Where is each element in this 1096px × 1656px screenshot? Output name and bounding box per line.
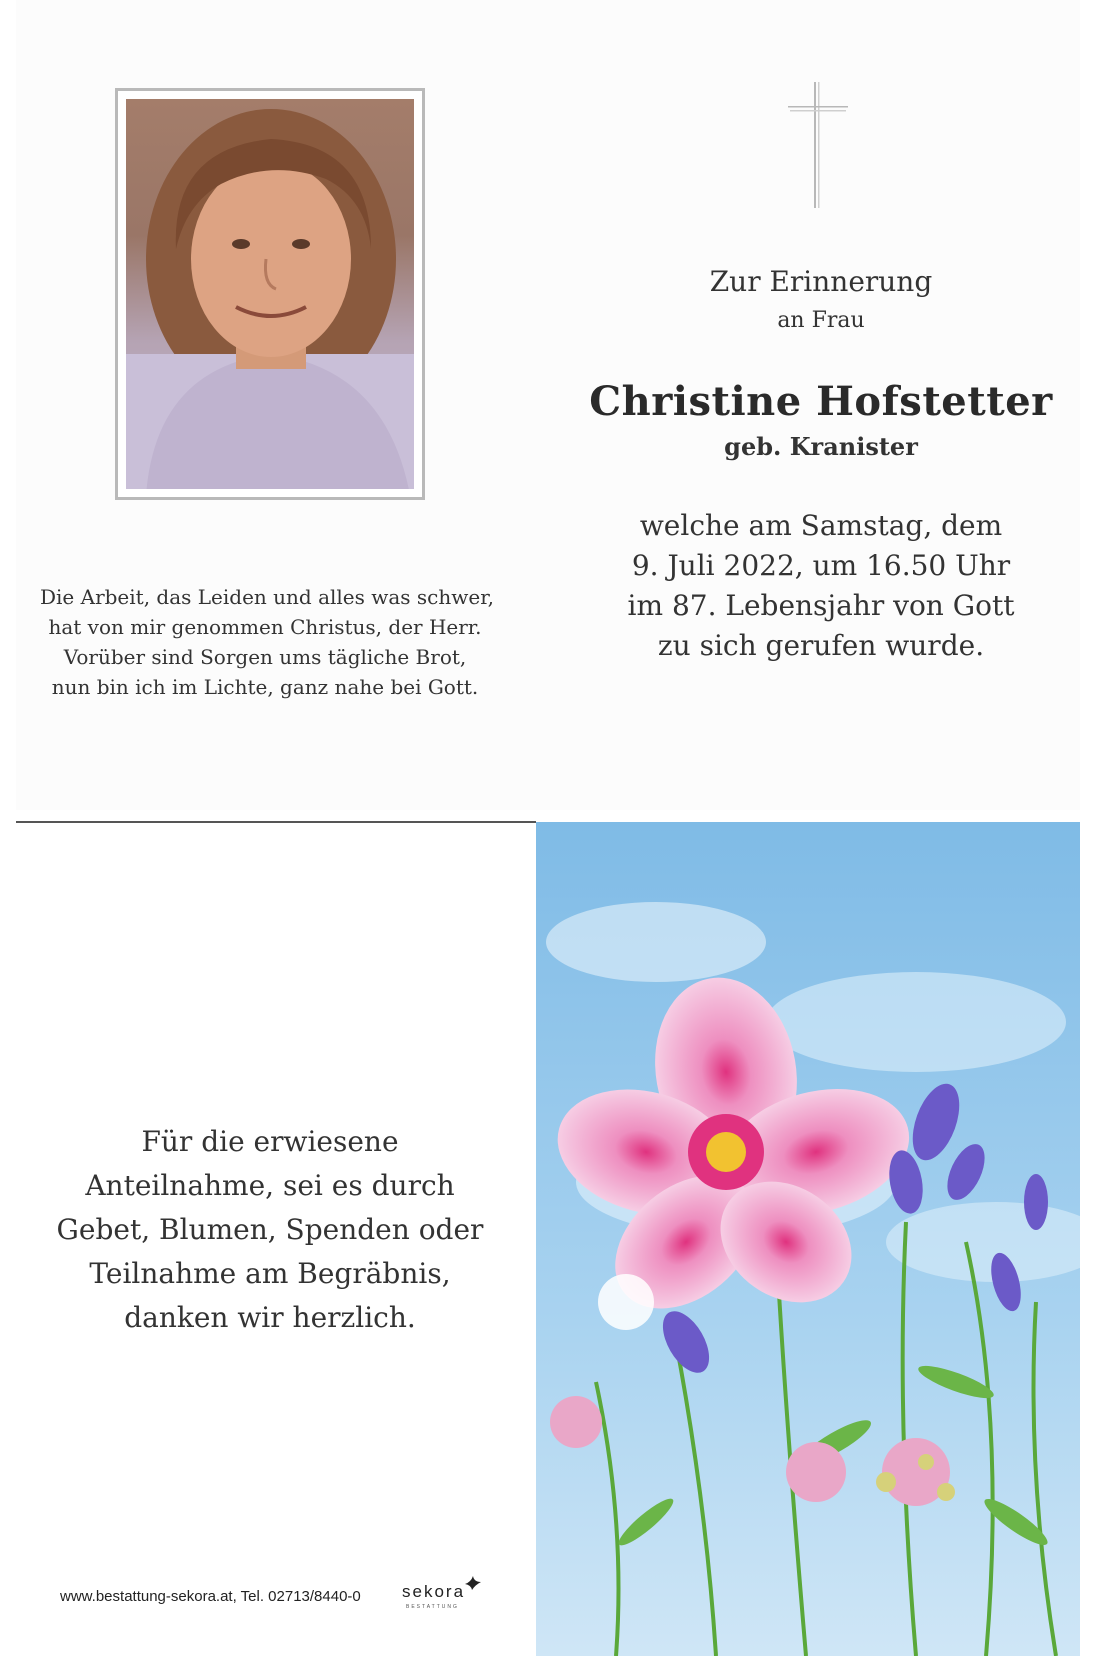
death-line: zu sich gerufen wurde. — [657, 629, 985, 662]
memorial-heading: Zur Erinnerung — [709, 265, 933, 298]
death-line: welche am Samstag, dem — [639, 509, 1003, 542]
poem-line: Die Arbeit, das Leiden und alles was schwer, — [40, 585, 494, 609]
sekora-logo: sekora — [402, 1582, 466, 1601]
death-notice — [578, 506, 1064, 666]
thanks-line: Für die erwiesene — [141, 1125, 399, 1158]
thanks-line: danken wir herzlich. — [124, 1301, 416, 1334]
portrait-photo — [126, 99, 414, 489]
death-line: 9. Juli 2022, um 16.50 Uhr — [631, 549, 1011, 582]
flower-image — [536, 822, 1080, 1656]
poem-line: hat von mir genommen Christus, der Herr. — [48, 615, 482, 639]
poem-line: Vorüber sind Sorgen ums tägliche Brot, — [63, 645, 467, 669]
portrait-frame — [115, 88, 425, 500]
cross-icon — [788, 82, 848, 208]
footer-contact: www.bestattung-sekora.at, Tel. 02713/8440-0 — [60, 1588, 361, 1605]
fold-divider — [16, 821, 536, 823]
poem — [40, 582, 494, 702]
birth-name: geb. Kranister — [724, 432, 918, 461]
portrait-icon — [126, 99, 414, 489]
thanks-line: Teilnahme am Begräbnis, — [89, 1257, 451, 1290]
flower-meadow-icon — [536, 822, 1080, 1656]
poem-line: nun bin ich im Lichte, ganz nahe bei Gott. — [51, 675, 479, 699]
thanks-line: Anteilnahme, sei es durch — [85, 1169, 455, 1202]
thanks-line: Gebet, Blumen, Spenden oder — [56, 1213, 484, 1246]
death-line: im 87. Lebensjahr von Gott — [627, 589, 1015, 622]
salutation: an Frau — [777, 308, 865, 333]
bird-icon — [465, 1576, 481, 1590]
deceased-name: Christine Hofstetter — [589, 378, 1053, 425]
thanks-message — [40, 1120, 500, 1340]
sekora-logo-subtitle: BESTATTUNG — [406, 1604, 459, 1610]
